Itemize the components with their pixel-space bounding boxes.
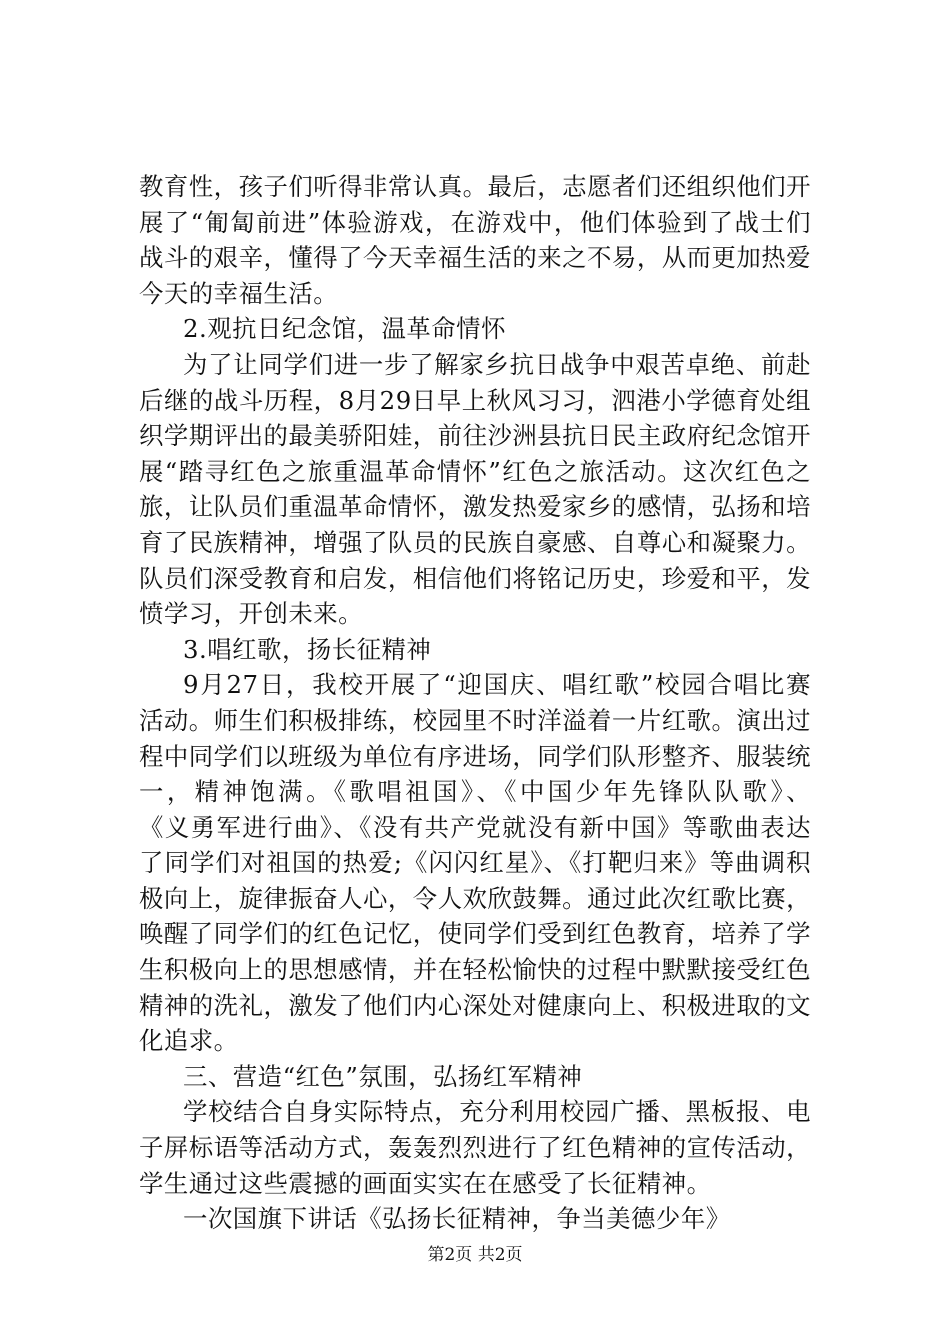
section-heading: 2.观抗日纪念馆，温革命情怀 [183, 314, 506, 344]
section-heading: 一次国旗下讲话《弘扬长征精神，争当美德少年》 [183, 1204, 731, 1234]
section-heading: 三、营造“红色”氛围，弘扬红军精神 [183, 1061, 583, 1091]
paragraph-line: 旅，让队员们重温革命情怀，激发热爱家乡的感情，弘扬和培 [139, 492, 812, 522]
paragraph-line: 精神的洗礼，激发了他们内心深处对健康向上、积极进取的文 [139, 990, 812, 1020]
paragraph-line: 唤醒了同学们的红色记忆，使同学们受到红色教育，培养了学 [139, 919, 812, 949]
paragraph-line: 战斗的艰辛，懂得了今天幸福生活的来之不易，从而更加热爱 [139, 243, 812, 273]
page-footer: 第2页 共2页 [427, 1245, 523, 1265]
paragraph-line: 后继的战斗历程，8月29日早上秋风习习，泗港小学德育处组 [139, 385, 811, 415]
paragraph-line: 队员们深受教育和启发，相信他们将铭记历史，珍爱和平，发 [139, 563, 812, 593]
paragraph-line: 生积极向上的思想感情，并在轻松愉快的过程中默默接受红色 [139, 955, 812, 985]
paragraph-line: 学生通过这些震撼的画面实实在在感受了长征精神。 [139, 1168, 712, 1198]
paragraph-line: 愤学习，开创未来。 [139, 599, 364, 629]
paragraph-line: 子屏标语等活动方式，轰轰烈烈进行了红色精神的宣传活动， [139, 1133, 812, 1163]
paragraph-line: 为了让同学们进一步了解家乡抗日战争中艰苦卓绝、前赴 [183, 349, 811, 379]
paragraph-line: 化追求。 [139, 1026, 239, 1056]
paragraph-line: 极向上，旋律振奋人心，令人欢欣鼓舞。通过此次红歌比赛， [139, 883, 812, 913]
paragraph-line: 活动。师生们积极排练，校园里不时洋溢着一片红歌。演出过 [139, 705, 812, 735]
paragraph-line: 学校结合自身实际特点，充分利用校园广播、黑板报、电 [183, 1097, 811, 1127]
paragraph-line: 教育性，孩子们听得非常认真。最后，志愿者们还组织他们开 [139, 172, 812, 201]
paragraph-line: 今天的幸福生活。 [139, 278, 339, 308]
section-heading: 3.唱红歌，扬长征精神 [183, 634, 432, 664]
paragraph-line: 程中同学们以班级为单位有序进场，同学们队形整齐、服装统 [139, 741, 812, 771]
paragraph-line: 育了民族精神，增强了队员的民族自豪感、自尊心和凝聚力。 [139, 527, 812, 557]
paragraph-line: 《义勇军进行曲》、《没有共产党就没有新中国》等歌曲表达 [139, 812, 811, 842]
paragraph-line: 展了“匍匐前进”体验游戏，在游戏中，他们体验到了战士们 [139, 207, 811, 237]
document-body [139, 169, 811, 1237]
paragraph-line: 一，精神饱满。《歌唱祖国》、《中国少年先锋队队歌》、 [139, 777, 811, 807]
paragraph-line: 了同学们对祖国的热爱;《闪闪红星》、《打靶归来》等曲调积 [139, 848, 811, 878]
paragraph-line: 9月27日，我校开展了“迎国庆、唱红歌”校园合唱比赛 [183, 670, 811, 700]
paragraph-line: 织学期评出的最美骄阳娃，前往沙洲县抗日民主政府纪念馆开 [139, 421, 812, 451]
paragraph-line: 展“踏寻红色之旅重温革命情怀”红色之旅活动。这次红色之 [139, 456, 811, 486]
